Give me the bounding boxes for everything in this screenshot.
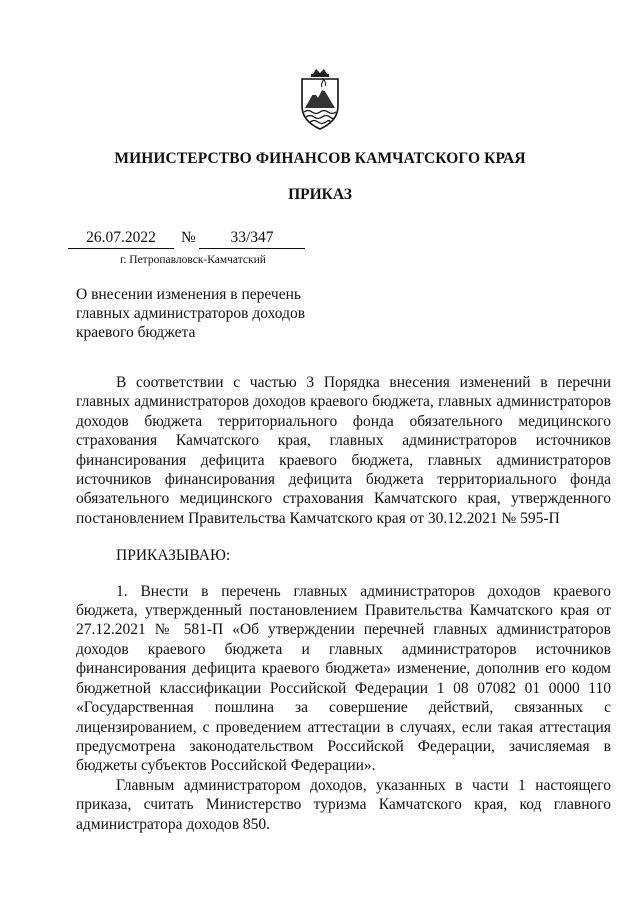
organization-name: МИНИСТЕРСТВО ФИНАНСОВ КАМЧАТСКОГО КРАЯ bbox=[114, 150, 526, 167]
document-number: 33/347 bbox=[199, 229, 305, 249]
city: г. Петропавловск-Камчатский bbox=[120, 254, 266, 266]
document-date: 26.07.2022 bbox=[68, 229, 174, 249]
document-subject: О внесении изменения в перечень главных администраторов доходов краевого бюджета bbox=[76, 286, 306, 341]
kamchatka-coat-of-arms-icon bbox=[299, 68, 341, 130]
item-1-continuation: Главным администратором доходов, указанных в части 1 настоящего приказа, считать Министерство туризма Камчатского края, код главного администратора доходов 850. bbox=[76, 776, 611, 833]
item-1-paragraph: 1. Внести в перечень главных администраторов доходов краевого бюджета, утвержденный постановлением Правительства Камчатского края от 27.12.2021 № 581-П «Об утверждении перечней главных администраторов доходов краевого бюджета и главных администраторов источников финансирования дефицита краевого бюджета» изменение, дополнив его кодом бюджетной классификации Российской Федерации 1 08 07082 01 0000 110 «Государственная пошлина за совершение действий, связанных с лицензированием, с проведением аттестации в случаях, если такая аттестация предусмотрена законодательством Российской Федерации, зачисляемая в бюджеты субъектов Российской Федерации». bbox=[76, 582, 611, 775]
order-word: ПРИКАЗЫВАЮ: bbox=[116, 547, 231, 565]
preamble-paragraph: В соответствии с частью 3 Порядка внесения изменений в перечни главных администраторов доходов краевого бюджета, главных администраторов доходов бюджета территориального фонда обязательного медицинского страхования Камчатского края, главных администраторов источников финансирования дефицита краевого бюджета, главных администраторов источников финансирования дефицита бюджета территориального фонда обязательного медицинского страхования Камчатского края, утвержденного постановлением Правительства Камчатского края от 30.12.2021 № 595-П bbox=[76, 374, 611, 527]
document-type: ПРИКАЗ bbox=[288, 186, 352, 203]
number-label: № bbox=[181, 229, 196, 246]
document-body bbox=[76, 373, 611, 834]
